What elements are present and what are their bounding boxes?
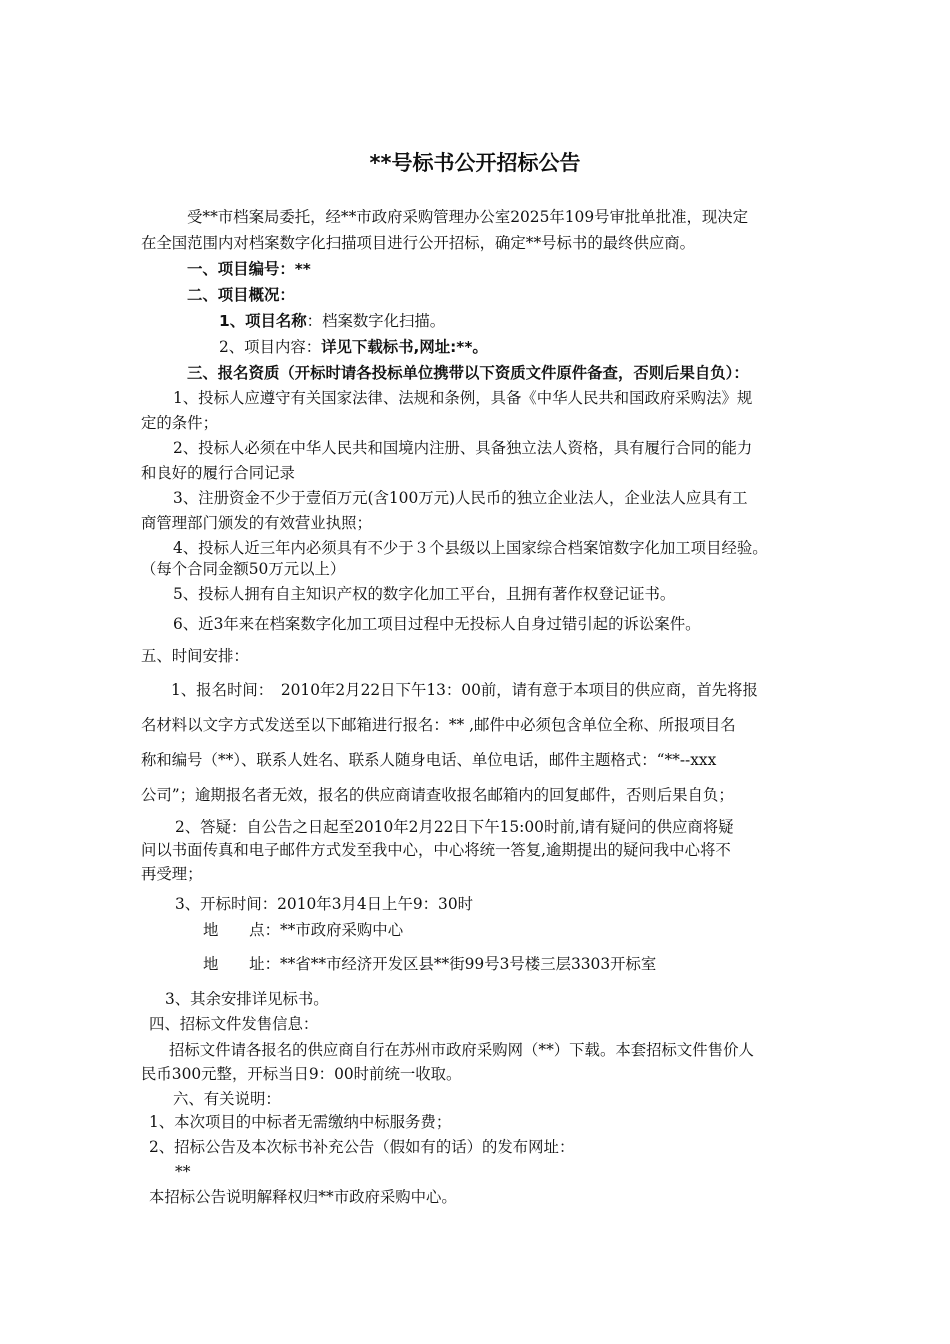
project-name-value: ：档案数字化扫描。 — [306, 312, 446, 330]
qualification-line: 3、注册资金不少于壹佰万元(含100万元)人民币的独立企业法人，企业法人应具有工 — [173, 489, 748, 507]
qualification-line: 1、投标人应遵守有关国家法律、法规和条例，具备《中华人民共和国政府采购法》规 — [173, 389, 753, 407]
schedule-line: 称和编号（**）、联系人姓名、联系人随身电话、单位电话，邮件主题格式：“**--xxx — [141, 751, 717, 769]
intro-line: 受**市档案局委托，经**市政府采购管理办公室2025年109号审批单批准，现决定 — [187, 208, 749, 226]
schedule-line: 地 址：**省**市经济开发区县**街99号3号楼三层3303开标室 — [203, 955, 657, 973]
intro-line: 在全国范围内对档案数字化扫描项目进行公开招标，确定**号标书的最终供应商。 — [141, 234, 696, 252]
qualification-line: 商管理部门颁发的有效营业执照； — [141, 514, 372, 532]
schedule-line: 问以书面传真和电子邮件方式发至我中心，中心将统一答复,逾期提出的疑问我中心将不 — [141, 841, 731, 859]
schedule-line: 2、答疑：自公告之日起至2010年2月22日下午15:00时前,请有疑问的供应商将疑 — [175, 818, 734, 836]
qualification-line: 2、投标人必须在中华人民共和国境内注册、具备独立法人资格，具有履行合同的能力 — [173, 439, 753, 457]
section-heading: 二、项目概况： — [187, 286, 295, 304]
qualification-line: 4、投标人近三年内必须具有不少于３个县级以上国家综合档案馆数字化加工项目经验。 — [173, 539, 768, 557]
project-content-value: 详见下载标书,网址:**。 — [321, 338, 488, 356]
qualification-line: 定的条件； — [141, 414, 218, 432]
qualification-line: 6、近3年来在档案数字化加工项目过程中无投标人自身过错引起的诉讼案件。 — [173, 615, 701, 633]
section-heading: 四、招标文件发售信息： — [149, 1015, 319, 1033]
schedule-line: 3、开标时间：2010年3月4日上午9：30时 — [175, 895, 473, 913]
project-content-line — [219, 337, 488, 357]
note-url: ** — [175, 1163, 191, 1181]
schedule-line: 公司”；逾期报名者无效，报名的供应商请查收报名邮箱内的回复邮件，否则后果自负； — [141, 786, 734, 804]
section-heading: 五、时间安排： — [141, 647, 249, 665]
project-name-line — [219, 311, 445, 331]
schedule-line: 再受理； — [141, 865, 203, 883]
schedule-line: 名材料以文字方式发送至以下邮箱进行报名：** ,邮件中必须包含单位全称、所报项目名 — [141, 716, 736, 734]
section-heading: 一、项目编号：** — [187, 260, 311, 278]
sales-info-line: 招标文件请各报名的供应商自行在苏州市政府采购网（**）下载。本套招标文件售价人 — [169, 1041, 754, 1059]
section-heading: 三、报名资质（开标时请各投标单位携带以下资质文件原件备查，否则后果自负）： — [187, 364, 749, 382]
schedule-line: 3、其余安排详见标书。 — [165, 990, 329, 1008]
qualification-line: （每个合同金额50万元以上） — [141, 560, 346, 578]
qualification-line: 和良好的履行合同记录 — [141, 464, 295, 482]
note-line: 1、本次项目的中标者无需缴纳中标服务费； — [149, 1113, 452, 1131]
qualification-line: 5、投标人拥有自主知识产权的数字化加工平台，且拥有著作权登记证书。 — [173, 585, 676, 603]
project-name-label: 1、项目名称 — [219, 312, 307, 330]
page-title: **号标书公开招标公告 — [369, 151, 581, 175]
schedule-line: 地 点：**市政府采购中心 — [203, 921, 404, 939]
section-heading: 六、有关说明： — [173, 1090, 281, 1108]
schedule-line: 1、报名时间： 2010年2月22日下午13：00前，请有意于本项目的供应商，首先将报 — [171, 681, 758, 699]
final-statement: 本招标公告说明解释权归**市政府采购中心。 — [149, 1188, 457, 1206]
sales-info-line: 民币300元整，开标当日9：00时前统一收取。 — [141, 1065, 462, 1083]
note-line: 2、招标公告及本次标书补充公告（假如有的话）的发布网址： — [149, 1138, 575, 1156]
project-content-label: 2、项目内容： — [219, 338, 322, 356]
